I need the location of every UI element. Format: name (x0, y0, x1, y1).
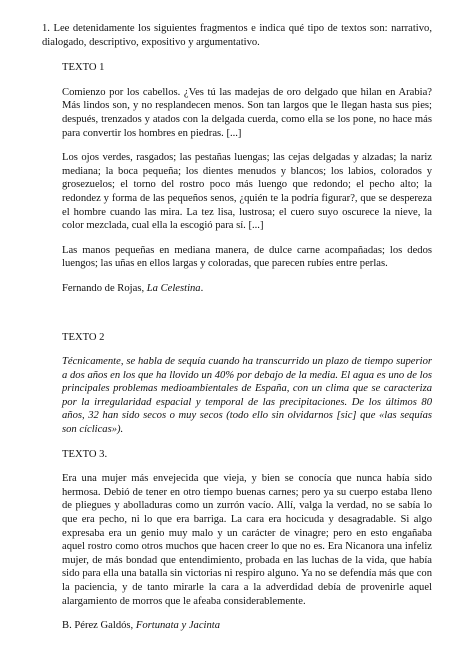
texto-1-source (62, 282, 432, 296)
texto-1-section (62, 61, 432, 295)
texto-1-heading: TEXTO 1 (62, 62, 105, 74)
texto-1-work: La Celestina (146, 282, 201, 294)
texto-3-section (62, 448, 432, 633)
texto-3-author: B. Pérez Galdós, (62, 620, 136, 632)
texto-1-paragraph-3: Las manos pequeñas en mediana manera, de dulce carne acompañadas; los dedos luengos; las uñas en ellos largas y coloradas, que parecen rubíes entre perlas. (62, 244, 432, 270)
texto-2-heading: TEXTO 2 (62, 331, 105, 343)
texto-2-section (62, 331, 432, 437)
texto-3-source (62, 619, 432, 633)
texto-1-paragraph-2: Los ojos verdes, rasgados; las pestañas luengas; las cejas delgadas y alzadas; la nariz mediana; la boca pequeña; los dientes menudos y blancos; los labios, colorados y grosezuelos; el torno del rostro poco más luengo que redondo; el pecho alto; la redondez y forma de las pequeños senos, ¿quién te la podría figurar?, que se despereza el hombre cuando las mira. La tez lisa, lustrosa; el cuero suyo oscurece la nieve, la color mezclada, cual ella la escogió para sí. [...] (62, 152, 432, 232)
texto-1-author: Fernando de Rojas, (62, 282, 147, 294)
texto-1-paragraph-1: Comienzo por los cabellos. ¿Ves tú las madejas de oro delgado que hilan en Arabia? Más lindos son, y no resplandecen menos. Son tan largos que le llegan hasta sus pies; después, trenzados y atados con la delgada cuerda, como ella se los pone, no hace más para convertir los hombres en piedras. [...] (62, 86, 432, 139)
texto-3-heading: TEXTO 3. (62, 448, 108, 460)
section-spacer (42, 307, 432, 331)
texto-3-work: Fortunata y Jacinta (135, 620, 221, 632)
texto-2-paragraph: Técnicamente, se habla de sequía cuando ha transcurrido un plazo de tiempo superior a dos años en los que ha llovido un 40% por debajo de la media. El agua es uno de los principales problemas medioambientales de España, con un clima que se caracteriza por la irregularidad espacial y temporal de las precipitaciones. De los últimos 80 años, 32 han sido secos o muy secos (todo ello sin olvidarnos [sic] que «las sequías son cíclicas»). (62, 356, 432, 436)
texto-1-source-end: . (200, 282, 204, 294)
texto-3-paragraph: Era una mujer más envejecida que vieja, y bien se conocía que nunca había sido hermosa. Debió de tener en otro tiempo buenas carnes; pero ya su cuerpo estaba lleno de pliegues y abolladuras como un zurrón vacío. Allí, valga la verdad, no se sabía lo que era pecho, ni lo que era barriga. La cara era hocicuda y desagradable. Si algo expresaba era un genio muy malo y un carácter de vinagre; pero en esto engañaba aquel rostro como otros muchos que hacen creer lo que no es. Era Nicanora una infeliz mujer, de más bondad que entendimiento, probada en las luchas de la vida, que había sido para ella una batalla sin victorias ni respiro alguno. Ya no se defendía más que con la paciencia, y de tanto mirarle la cara a la adverdidad debía de provenirle aquel alargamiento de morros que le afeaba considerablemente. (62, 473, 432, 607)
exercise-instruction: 1. Lee detenidamente los siguientes fragmentos e indica qué tipo de textos son: narrativo, dialogado, descriptivo, expositivo y argumentativo. (42, 23, 432, 48)
